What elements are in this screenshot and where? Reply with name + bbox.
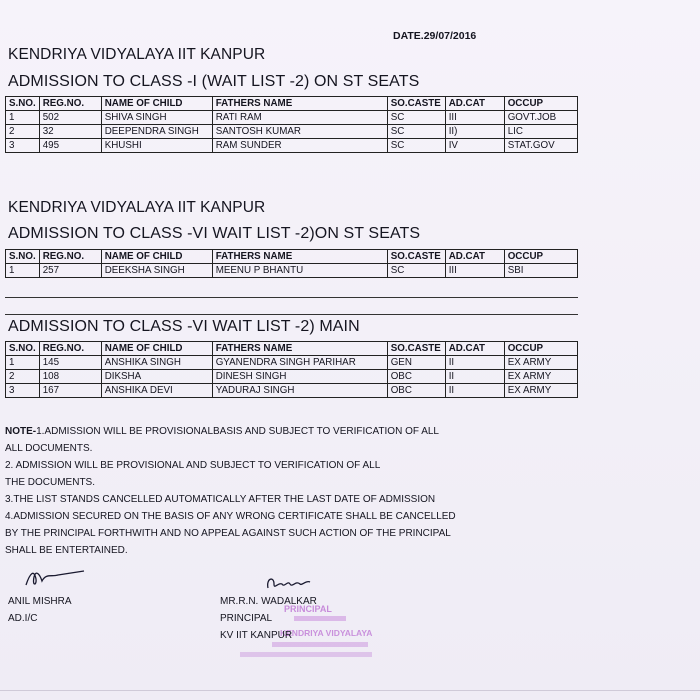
school-name-1: KENDRIYA VIDYALAYA IIT KANPUR xyxy=(8,46,266,63)
table-cell: LIC xyxy=(504,125,577,139)
table-cell: DIKSHA xyxy=(101,370,212,384)
table-cell: 3 xyxy=(6,139,40,153)
divider-line xyxy=(5,297,578,298)
table-cell: 257 xyxy=(39,264,101,278)
stamp-script-line xyxy=(240,652,372,657)
table-header xyxy=(6,342,578,356)
column-header: REG.NO. xyxy=(39,97,101,111)
note-4: 4.ADMISSION SECURED ON THE BASIS OF ANY WRONG CERTIFICATE SHALL BE CANCELLED xyxy=(5,511,456,522)
table-cell: DINESH SINGH xyxy=(212,370,387,384)
signatory-left-name: ANIL MISHRA xyxy=(8,596,72,607)
table-cell: DEEPENDRA SINGH xyxy=(101,125,212,139)
table-cell: SHIVA SINGH xyxy=(101,111,212,125)
table-cell: GOVT.JOB xyxy=(504,111,577,125)
document-date: DATE.29/07/2016 xyxy=(393,30,477,42)
table-cell: II xyxy=(445,384,504,398)
section1-heading: ADMISSION TO CLASS -I (WAIT LIST -2) ON ST SEATS xyxy=(8,73,420,90)
table-cell: RAM SUNDER xyxy=(212,139,387,153)
table-cell: 495 xyxy=(39,139,101,153)
column-header: REG.NO. xyxy=(39,250,101,264)
table-header-row xyxy=(6,342,578,356)
column-header: NAME OF CHILD xyxy=(101,342,212,356)
table-cell: 2 xyxy=(6,125,40,139)
column-header: AD.CAT xyxy=(445,342,504,356)
note-1-text: 1.ADMISSION WILL BE PROVISIONALBASIS AND SUBJECT TO VERIFICATION OF ALL xyxy=(36,426,439,437)
table-cell: 2 xyxy=(6,370,40,384)
table-body xyxy=(6,111,578,153)
table-cell: 1 xyxy=(6,264,40,278)
note-label: NOTE- xyxy=(5,426,37,437)
table-cell: 108 xyxy=(39,370,101,384)
table-header-row xyxy=(6,250,578,264)
table-cell: 32 xyxy=(39,125,101,139)
signatory-left xyxy=(8,593,72,627)
table-row xyxy=(6,356,578,370)
table-cell: 145 xyxy=(39,356,101,370)
table-cell: 502 xyxy=(39,111,101,125)
column-header: NAME OF CHILD xyxy=(101,250,212,264)
table-cell: OBC xyxy=(387,384,445,398)
table-body xyxy=(6,264,578,278)
table-cell: SC xyxy=(387,111,445,125)
table-cell: ANSHIKA DEVI xyxy=(101,384,212,398)
column-header: OCCUP xyxy=(504,97,577,111)
table-cell: SBI xyxy=(504,264,577,278)
table-row xyxy=(6,111,578,125)
table-cell: SC xyxy=(387,139,445,153)
table-cell: EX ARMY xyxy=(504,384,577,398)
table-row xyxy=(6,370,578,384)
column-header: REG.NO. xyxy=(39,342,101,356)
divider-line xyxy=(5,314,578,315)
table-header-row xyxy=(6,97,578,111)
stamp-line-1: PRINCIPAL xyxy=(284,604,332,614)
column-header: FATHERS NAME xyxy=(212,97,387,111)
table-header xyxy=(6,97,578,111)
table-cell: 3 xyxy=(6,384,40,398)
table-body xyxy=(6,356,578,398)
notes-block xyxy=(5,423,565,559)
column-header: OCCUP xyxy=(504,342,577,356)
table-cell: 1 xyxy=(6,111,40,125)
note-2: 2. ADMISSION WILL BE PROVISIONAL AND SUBJECT TO VERIFICATION OF ALL xyxy=(5,460,381,471)
table-cell: SANTOSH KUMAR xyxy=(212,125,387,139)
table-cell: RATI RAM xyxy=(212,111,387,125)
note-1 xyxy=(5,423,565,440)
table-cell: EX ARMY xyxy=(504,370,577,384)
column-header: SO.CASTE xyxy=(387,342,445,356)
table-cell: GYANENDRA SINGH PARIHAR xyxy=(212,356,387,370)
section2-table xyxy=(5,249,578,278)
table-cell: ANSHIKA SINGH xyxy=(101,356,212,370)
table-cell: SC xyxy=(387,125,445,139)
note-4-end: SHALL BE ENTERTAINED. xyxy=(5,545,128,556)
table-cell: II xyxy=(445,370,504,384)
table-row xyxy=(6,264,578,278)
table-cell: OBC xyxy=(387,370,445,384)
table-cell: II xyxy=(445,356,504,370)
column-header: SO.CASTE xyxy=(387,97,445,111)
table-cell: YADURAJ SINGH xyxy=(212,384,387,398)
signatory-left-title: AD.I/C xyxy=(8,613,38,624)
column-header: S.NO. xyxy=(6,342,40,356)
table-header xyxy=(6,250,578,264)
signatory-right-name: MR.R.N. WADALKAR xyxy=(220,596,317,607)
note-3: 3.THE LIST STANDS CANCELLED AUTOMATICALLY AFTER THE LAST DATE OF ADMISSION xyxy=(5,494,436,505)
column-header: S.NO. xyxy=(6,97,40,111)
table-cell: IV xyxy=(445,139,504,153)
column-header: FATHERS NAME xyxy=(212,250,387,264)
column-header: SO.CASTE xyxy=(387,250,445,264)
column-header: FATHERS NAME xyxy=(212,342,387,356)
signatory-right xyxy=(220,593,317,644)
table-cell: STAT.GOV xyxy=(504,139,577,153)
table-cell: 1 xyxy=(6,356,40,370)
section3-table xyxy=(5,341,578,398)
table-cell: EX ARMY xyxy=(504,356,577,370)
table-row xyxy=(6,384,578,398)
school-name-2: KENDRIYA VIDYALAYA IIT KANPUR xyxy=(8,199,266,216)
table-cell: II) xyxy=(445,125,504,139)
stamp-line-3: KENDRIYA VIDYALAYA xyxy=(280,628,373,638)
signatory-right-title: PRINCIPAL xyxy=(220,613,273,624)
section2-heading: ADMISSION TO CLASS -VI WAIT LIST -2)ON ST SEATS xyxy=(8,225,421,242)
table-cell: GEN xyxy=(387,356,445,370)
table-cell: III xyxy=(445,264,504,278)
note-4-continued: BY THE PRINCIPAL FORTHWITH AND NO APPEAL AGAINST SUCH ACTION OF THE PRINCIPAL xyxy=(5,528,451,539)
column-header: S.NO. xyxy=(6,250,40,264)
column-header: OCCUP xyxy=(504,250,577,264)
table-cell: MEENU P BHANTU xyxy=(212,264,387,278)
table-row xyxy=(6,125,578,139)
table-cell: DEEKSHA SINGH xyxy=(101,264,212,278)
column-header: NAME OF CHILD xyxy=(101,97,212,111)
column-header: AD.CAT xyxy=(445,250,504,264)
page-edge-line xyxy=(0,690,700,691)
table-cell: KHUSHI xyxy=(101,139,212,153)
table-cell: 167 xyxy=(39,384,101,398)
signatory-right-office: KV IIT KANPUR xyxy=(220,630,293,641)
note-2-continued: THE DOCUMENTS. xyxy=(5,477,95,488)
table-cell: III xyxy=(445,111,504,125)
table-cell: SC xyxy=(387,264,445,278)
table-row xyxy=(6,139,578,153)
section3-heading: ADMISSION TO CLASS -VI WAIT LIST -2) MAIN xyxy=(8,318,360,335)
note-1-continued: ALL DOCUMENTS. xyxy=(5,443,93,454)
signature-left xyxy=(22,565,92,595)
section1-table xyxy=(5,96,578,153)
column-header: AD.CAT xyxy=(445,97,504,111)
